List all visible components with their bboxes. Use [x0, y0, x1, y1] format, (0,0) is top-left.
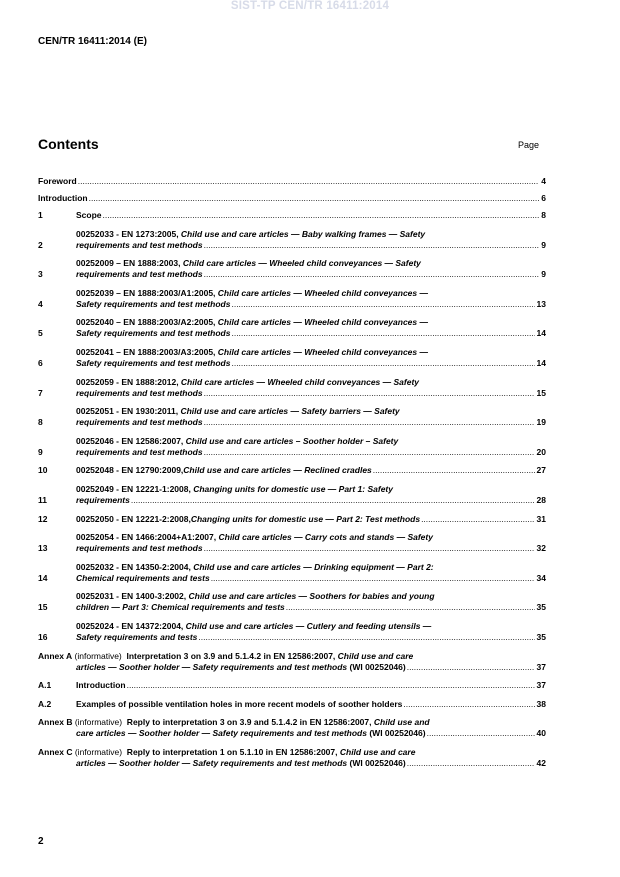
- toc-entry-a2[interactable]: A.2 Examples of possible ventilation holes in more recent models of soother holders ..... 38: [38, 699, 546, 710]
- toc-entry-foreword[interactable]: Foreword ..... 4: [38, 176, 546, 187]
- toc-entry-6[interactable]: 6 00252041 – EN 1888:2003/A3:2005, Child care articles — Wheeled child conveyances — Safety requirements and test methods ..... 14: [38, 347, 546, 369]
- toc-entry-9[interactable]: 9 00252046 - EN 12586:2007, Child use and care articles – Soother holder – Safety requirements and test methods ..... 20: [38, 436, 546, 458]
- contents-title: Contents: [38, 136, 99, 152]
- toc-entry-8[interactable]: 8 00252051 - EN 1930:2011, Child use and care articles — Safety barriers — Safety requirements and test methods ..... 19: [38, 406, 546, 428]
- toc-entry-7[interactable]: 7 00252059 - EN 1888:2012, Child care articles — Wheeled child conveyances — Safety requirements and test methods ..... 15: [38, 377, 546, 399]
- toc-entry-13[interactable]: 13 00252054 - EN 1466:2004+A1:2007, Child care articles — Carry cots and stands — Safety requirements and test methods ..... 32: [38, 532, 546, 554]
- toc-entry-introduction[interactable]: Introduction ..... 6: [38, 193, 546, 204]
- document-id: CEN/TR 16411:2014 (E): [38, 36, 147, 47]
- table-of-contents: [38, 176, 546, 776]
- toc-entry-15[interactable]: 15 00252031 - EN 1400-3:2002, Child use and care articles — Soothers for babies and young children — Part 3: Chemical requirements and tests ..... 35: [38, 591, 546, 613]
- toc-entry-4[interactable]: 4 00252039 – EN 1888:2003/A1:2005, Child care articles — Wheeled child conveyances — Safety requirements and test methods ..... 13: [38, 288, 546, 310]
- toc-entry-annex-b[interactable]: Annex B (informative) Reply to interpretation 3 on 3.9 and 5.1.4.2 in EN 12586:2007, Child use and care articles — Soother holder — Safety requirements and test methods (WI 00252046) ..... 40: [38, 717, 546, 739]
- page-number: 2: [38, 836, 44, 847]
- toc-entry-14[interactable]: 14 00252032 - EN 14350-2:2004, Child use and care articles — Drinking equipment — Part 2: Chemical requirements and tests ..... 34: [38, 562, 546, 584]
- toc-entry-11[interactable]: 11 00252049 - EN 12221-1:2008, Changing units for domestic use — Part 1: Safety requirements ..... 28: [38, 484, 546, 506]
- toc-entry-3[interactable]: 3 00252009 – EN 1888:2003, Child care articles — Wheeled child conveyances — Safety requirements and test methods ..... 9: [38, 258, 546, 280]
- watermark: SIST-TP CEN/TR 16411:2014: [230, 0, 390, 12]
- page-column-label: Page: [518, 140, 540, 150]
- toc-entry-16[interactable]: 16 00252024 - EN 14372:2004, Child use and care articles — Cutlery and feeding utensils — Safety requirements and tests ..... 35: [38, 621, 546, 643]
- toc-entry-10[interactable]: 10 00252048 - EN 12790:2009, Child use and care articles — Reclined cradles ..... 27: [38, 465, 546, 476]
- toc-entry-annex-c[interactable]: Annex C (informative) Reply to interpretation 1 on 5.1.10 in EN 12586:2007, Child use and care articles — Soother holder — Safety requirements and test methods (WI 00252046) ..... 42: [38, 747, 546, 769]
- toc-entry-12[interactable]: 12 00252050 - EN 12221-2:2008, Changing units for domestic use — Part 2: Test methods ..... 31: [38, 514, 546, 525]
- toc-entry-2[interactable]: 2 00252033 - EN 1273:2005, Child use and care articles — Baby walking frames — Safety requirements and test methods ..... 9: [38, 229, 546, 251]
- toc-entry-annex-a[interactable]: Annex A (informative) Interpretation 3 on 3.9 and 5.1.4.2 in EN 12586:2007, Child use and care articles — Soother holder — Safety requirements and test methods (WI 00252046) ..... 37: [38, 651, 546, 673]
- toc-entry-5[interactable]: 5 00252040 – EN 1888:2003/A2:2005, Child care articles — Wheeled child conveyances — Safety requirements and test methods ..... 14: [38, 317, 546, 339]
- toc-entry-1[interactable]: 1 Scope ..... 8: [38, 210, 546, 221]
- toc-entry-a1[interactable]: A.1 Introduction ..... 37: [38, 680, 546, 691]
